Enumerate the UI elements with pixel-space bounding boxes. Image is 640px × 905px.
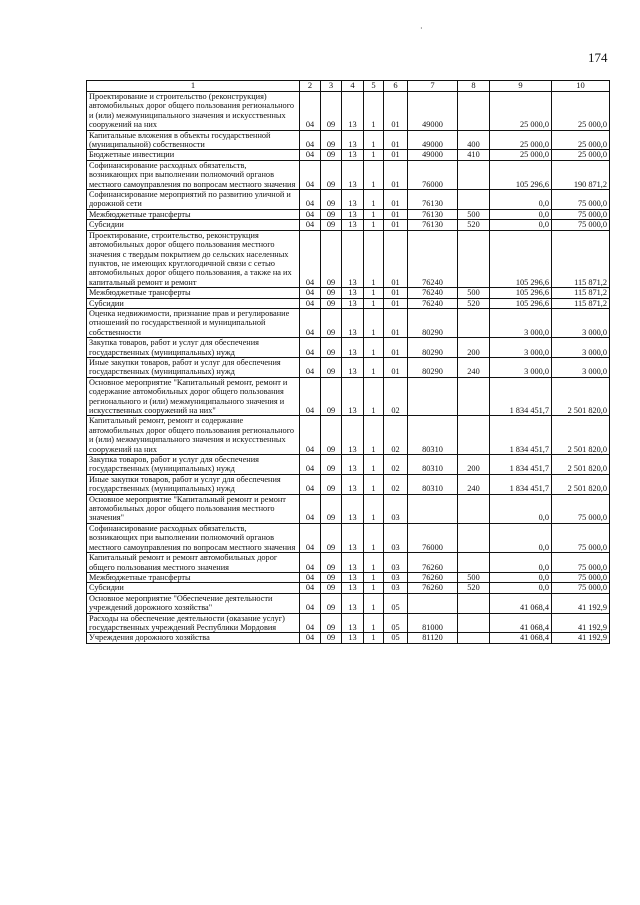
expense-type-cell [458, 613, 490, 633]
section-code-cell: 04 [300, 474, 321, 494]
expense-type-cell: 410 [458, 150, 490, 160]
amount-year1-cell: 105 296,6 [490, 230, 552, 287]
row-name-cell: Субсидии [87, 298, 300, 308]
amount-year2-cell: 2 501 820,0 [552, 474, 610, 494]
section-code-cell: 04 [300, 92, 321, 131]
subprogram-code-cell: 1 [364, 474, 384, 494]
subprogram-code-cell: 1 [364, 583, 384, 593]
amount-year1-cell: 0,0 [490, 553, 552, 573]
section-code-cell: 04 [300, 416, 321, 455]
expense-type-cell [458, 92, 490, 131]
amount-year1-cell: 0,0 [490, 494, 552, 523]
event-code-cell: 02 [384, 474, 408, 494]
amount-year2-cell: 75 000,0 [552, 553, 610, 573]
subsection-code-cell: 09 [321, 593, 342, 613]
table-row [87, 416, 610, 455]
amount-year1-cell: 0,0 [490, 523, 552, 552]
program-code-cell: 13 [342, 230, 364, 287]
event-code-cell: 03 [384, 494, 408, 523]
header-cell: 5 [364, 81, 384, 92]
amount-year2-cell: 41 192,9 [552, 613, 610, 633]
header-cell: 10 [552, 81, 610, 92]
table-row [87, 494, 610, 523]
amount-year1-cell: 1 834 451,7 [490, 455, 552, 475]
table-row [87, 593, 610, 613]
subprogram-code-cell: 1 [364, 160, 384, 189]
expense-type-cell [458, 523, 490, 552]
program-code-cell: 13 [342, 130, 364, 150]
direction-code-cell: 76000 [408, 523, 458, 552]
expense-type-cell: 500 [458, 288, 490, 298]
table-row [87, 357, 610, 377]
amount-year1-cell: 25 000,0 [490, 150, 552, 160]
program-code-cell: 13 [342, 150, 364, 160]
amount-year2-cell: 41 192,9 [552, 593, 610, 613]
direction-code-cell: 49000 [408, 130, 458, 150]
subprogram-code-cell: 1 [364, 230, 384, 287]
table-row [87, 308, 610, 337]
section-code-cell: 04 [300, 593, 321, 613]
row-name-cell: Иные закупки товаров, работ и услуг для обеспечения государственных (муниципальных) нужд [87, 357, 300, 377]
amount-year2-cell: 75 000,0 [552, 190, 610, 210]
direction-code-cell: 76130 [408, 209, 458, 219]
amount-year2-cell: 25 000,0 [552, 92, 610, 131]
expense-type-cell [458, 308, 490, 337]
section-code-cell: 04 [300, 338, 321, 358]
amount-year1-cell: 3 000,0 [490, 308, 552, 337]
direction-code-cell: 76240 [408, 298, 458, 308]
row-name-cell: Закупка товаров, работ и услуг для обеспечения государственных (муниципальных) нужд [87, 455, 300, 475]
table-body [87, 92, 610, 644]
table-row [87, 209, 610, 219]
expense-type-cell: 500 [458, 572, 490, 582]
table-row [87, 572, 610, 582]
section-code-cell: 04 [300, 494, 321, 523]
subsection-code-cell: 09 [321, 150, 342, 160]
amount-year1-cell: 25 000,0 [490, 92, 552, 131]
row-name-cell: Капитальный ремонт, ремонт и содержание автомобильных дорог общего пользования регионального и (или) межмуниципального значения и искусственных сооружений на них [87, 416, 300, 455]
amount-year2-cell: 115 871,2 [552, 288, 610, 298]
direction-code-cell: 76130 [408, 190, 458, 210]
subsection-code-cell: 09 [321, 377, 342, 416]
amount-year2-cell: 75 000,0 [552, 220, 610, 230]
subsection-code-cell: 09 [321, 190, 342, 210]
expense-type-cell [458, 593, 490, 613]
event-code-cell: 03 [384, 523, 408, 552]
amount-year1-cell: 105 296,6 [490, 288, 552, 298]
subprogram-code-cell: 1 [364, 209, 384, 219]
subsection-code-cell: 09 [321, 416, 342, 455]
section-code-cell: 04 [300, 150, 321, 160]
subprogram-code-cell: 1 [364, 92, 384, 131]
subsection-code-cell: 09 [321, 209, 342, 219]
table-header-row [87, 81, 610, 92]
row-name-cell: Расходы на обеспечение деятельности (оказание услуг) государственных учреждений Республики Мордовия [87, 613, 300, 633]
subprogram-code-cell: 1 [364, 523, 384, 552]
expense-type-cell: 400 [458, 130, 490, 150]
amount-year1-cell: 0,0 [490, 572, 552, 582]
table-row [87, 92, 610, 131]
section-code-cell: 04 [300, 230, 321, 287]
subsection-code-cell: 09 [321, 220, 342, 230]
expense-type-cell: 520 [458, 583, 490, 593]
amount-year2-cell: 2 501 820,0 [552, 416, 610, 455]
amount-year1-cell: 41 068,4 [490, 613, 552, 633]
table-row [87, 338, 610, 358]
event-code-cell: 01 [384, 190, 408, 210]
section-code-cell: 04 [300, 190, 321, 210]
section-code-cell: 04 [300, 160, 321, 189]
section-code-cell: 04 [300, 220, 321, 230]
header-cell: 4 [342, 81, 364, 92]
section-code-cell: 04 [300, 377, 321, 416]
section-code-cell: 04 [300, 209, 321, 219]
table-row [87, 553, 610, 573]
program-code-cell: 13 [342, 220, 364, 230]
direction-code-cell: 80310 [408, 416, 458, 455]
table-row [87, 220, 610, 230]
program-code-cell: 13 [342, 572, 364, 582]
amount-year2-cell: 190 871,2 [552, 160, 610, 189]
expense-type-cell [458, 190, 490, 210]
subsection-code-cell: 09 [321, 160, 342, 189]
amount-year1-cell: 3 000,0 [490, 338, 552, 358]
program-code-cell: 13 [342, 583, 364, 593]
direction-code-cell: 76260 [408, 572, 458, 582]
program-code-cell: 13 [342, 523, 364, 552]
row-name-cell: Субсидии [87, 220, 300, 230]
event-code-cell: 05 [384, 633, 408, 643]
section-code-cell: 04 [300, 357, 321, 377]
section-code-cell: 04 [300, 308, 321, 337]
amount-year2-cell: 3 000,0 [552, 308, 610, 337]
event-code-cell: 01 [384, 298, 408, 308]
event-code-cell: 01 [384, 92, 408, 131]
direction-code-cell: 81120 [408, 633, 458, 643]
amount-year1-cell: 25 000,0 [490, 130, 552, 150]
direction-code-cell: 76130 [408, 220, 458, 230]
subprogram-code-cell: 1 [364, 572, 384, 582]
row-name-cell: Оценка недвижимости, признание прав и регулирование отношений по государственной и муниципальной собственности [87, 308, 300, 337]
subprogram-code-cell: 1 [364, 377, 384, 416]
table-row [87, 230, 610, 287]
direction-code-cell: 80310 [408, 455, 458, 475]
amount-year1-cell: 41 068,4 [490, 593, 552, 613]
program-code-cell: 13 [342, 288, 364, 298]
amount-year1-cell: 1 834 451,7 [490, 474, 552, 494]
amount-year1-cell: 0,0 [490, 583, 552, 593]
event-code-cell: 01 [384, 130, 408, 150]
expense-type-cell: 520 [458, 220, 490, 230]
subprogram-code-cell: 1 [364, 357, 384, 377]
table-row [87, 150, 610, 160]
subprogram-code-cell: 1 [364, 338, 384, 358]
table-row [87, 190, 610, 210]
subsection-code-cell: 09 [321, 92, 342, 131]
row-name-cell: Иные закупки товаров, работ и услуг для обеспечения государственных (муниципальных) нужд [87, 474, 300, 494]
subprogram-code-cell: 1 [364, 416, 384, 455]
amount-year1-cell: 3 000,0 [490, 357, 552, 377]
table-row [87, 455, 610, 475]
subsection-code-cell: 09 [321, 583, 342, 593]
program-code-cell: 13 [342, 633, 364, 643]
program-code-cell: 13 [342, 92, 364, 131]
event-code-cell: 01 [384, 220, 408, 230]
subprogram-code-cell: 1 [364, 298, 384, 308]
amount-year2-cell: 75 000,0 [552, 209, 610, 219]
section-code-cell: 04 [300, 288, 321, 298]
amount-year1-cell: 1 834 451,7 [490, 416, 552, 455]
event-code-cell: 01 [384, 230, 408, 287]
expense-type-cell: 200 [458, 338, 490, 358]
amount-year2-cell: 75 000,0 [552, 523, 610, 552]
expense-type-cell [458, 494, 490, 523]
subprogram-code-cell: 1 [364, 150, 384, 160]
amount-year2-cell: 2 501 820,0 [552, 455, 610, 475]
row-name-cell: Софинансирование расходных обязательств, возникающих при выполнении полномочий органов местного самоуправления по вопросам местного значения [87, 160, 300, 189]
direction-code-cell: 80290 [408, 357, 458, 377]
table-row [87, 288, 610, 298]
header-cell: 1 [87, 81, 300, 92]
program-code-cell: 13 [342, 553, 364, 573]
subprogram-code-cell: 1 [364, 190, 384, 210]
row-name-cell: Софинансирование расходных обязательств, возникающих при выполнении полномочий органов местного самоуправления по вопросам местного значения [87, 523, 300, 552]
expense-type-cell [458, 377, 490, 416]
direction-code-cell: 80290 [408, 308, 458, 337]
section-code-cell: 04 [300, 572, 321, 582]
direction-code-cell: 80290 [408, 338, 458, 358]
program-code-cell: 13 [342, 338, 364, 358]
header-cell: 6 [384, 81, 408, 92]
direction-code-cell: 49000 [408, 150, 458, 160]
event-code-cell: 01 [384, 160, 408, 189]
header-cell: 9 [490, 81, 552, 92]
event-code-cell: 03 [384, 583, 408, 593]
header-cell: 7 [408, 81, 458, 92]
section-code-cell: 04 [300, 455, 321, 475]
table-row [87, 130, 610, 150]
section-code-cell: 04 [300, 633, 321, 643]
program-code-cell: 13 [342, 298, 364, 308]
scan-mark: · [420, 24, 423, 33]
section-code-cell: 04 [300, 613, 321, 633]
subsection-code-cell: 09 [321, 338, 342, 358]
amount-year2-cell: 115 871,2 [552, 230, 610, 287]
header-cell: 8 [458, 81, 490, 92]
subsection-code-cell: 09 [321, 523, 342, 552]
expense-type-cell [458, 160, 490, 189]
subsection-code-cell: 09 [321, 308, 342, 337]
direction-code-cell: 76260 [408, 583, 458, 593]
direction-code-cell: 76240 [408, 230, 458, 287]
program-code-cell: 13 [342, 455, 364, 475]
event-code-cell: 03 [384, 572, 408, 582]
event-code-cell: 01 [384, 357, 408, 377]
direction-code-cell: 80310 [408, 474, 458, 494]
section-code-cell: 04 [300, 130, 321, 150]
row-name-cell: Бюджетные инвестиции [87, 150, 300, 160]
subprogram-code-cell: 1 [364, 553, 384, 573]
subprogram-code-cell: 1 [364, 455, 384, 475]
event-code-cell: 01 [384, 338, 408, 358]
amount-year1-cell: 41 068,4 [490, 633, 552, 643]
amount-year1-cell: 0,0 [490, 209, 552, 219]
subprogram-code-cell: 1 [364, 633, 384, 643]
row-name-cell: Учреждения дорожного хозяйства [87, 633, 300, 643]
program-code-cell: 13 [342, 593, 364, 613]
header-cell: 2 [300, 81, 321, 92]
program-code-cell: 13 [342, 357, 364, 377]
subsection-code-cell: 09 [321, 474, 342, 494]
direction-code-cell: 76000 [408, 160, 458, 189]
table-row [87, 377, 610, 416]
direction-code-cell [408, 377, 458, 416]
amount-year2-cell: 115 871,2 [552, 298, 610, 308]
expense-type-cell [458, 553, 490, 573]
event-code-cell: 01 [384, 209, 408, 219]
subprogram-code-cell: 1 [364, 308, 384, 337]
amount-year2-cell: 41 192,9 [552, 633, 610, 643]
amount-year1-cell: 105 296,6 [490, 298, 552, 308]
subprogram-code-cell: 1 [364, 613, 384, 633]
subsection-code-cell: 09 [321, 230, 342, 287]
row-name-cell: Межбюджетные трансферты [87, 209, 300, 219]
subprogram-code-cell: 1 [364, 494, 384, 523]
table-row [87, 583, 610, 593]
subsection-code-cell: 09 [321, 288, 342, 298]
row-name-cell: Капитальные вложения в объекты государственной (муниципальной) собственности [87, 130, 300, 150]
direction-code-cell [408, 494, 458, 523]
amount-year2-cell: 75 000,0 [552, 572, 610, 582]
program-code-cell: 13 [342, 416, 364, 455]
event-code-cell: 05 [384, 613, 408, 633]
row-name-cell: Субсидии [87, 583, 300, 593]
amount-year2-cell: 2 501 820,0 [552, 377, 610, 416]
row-name-cell: Основное мероприятие "Обеспечение деятельности учреждений дорожного хозяйства" [87, 593, 300, 613]
amount-year1-cell: 0,0 [490, 220, 552, 230]
expense-type-cell [458, 416, 490, 455]
amount-year2-cell: 75 000,0 [552, 583, 610, 593]
subsection-code-cell: 09 [321, 633, 342, 643]
event-code-cell: 01 [384, 288, 408, 298]
expense-type-cell: 500 [458, 209, 490, 219]
section-code-cell: 04 [300, 553, 321, 573]
table-row [87, 298, 610, 308]
expense-type-cell: 200 [458, 455, 490, 475]
subsection-code-cell: 09 [321, 130, 342, 150]
table-row [87, 474, 610, 494]
program-code-cell: 13 [342, 190, 364, 210]
row-name-cell: Межбюджетные трансферты [87, 288, 300, 298]
subprogram-code-cell: 1 [364, 288, 384, 298]
amount-year1-cell: 105 296,6 [490, 160, 552, 189]
program-code-cell: 13 [342, 209, 364, 219]
expense-type-cell: 520 [458, 298, 490, 308]
subprogram-code-cell: 1 [364, 220, 384, 230]
table-row [87, 160, 610, 189]
amount-year2-cell: 3 000,0 [552, 338, 610, 358]
header-cell: 3 [321, 81, 342, 92]
program-code-cell: 13 [342, 160, 364, 189]
section-code-cell: 04 [300, 298, 321, 308]
event-code-cell: 02 [384, 377, 408, 416]
row-name-cell: Проектирование, строительство, реконструкция автомобильных дорог общего пользования местного значения с твердым покрытием до сельских населенных пунктов, не имеющих круглогодичной связи с сетью автомобильных дорог общего пользования, а также на их капитальный ремонт и ремонт [87, 230, 300, 287]
row-name-cell: Капитальный ремонт и ремонт автомобильных дорог общего пользования местного значения [87, 553, 300, 573]
amount-year2-cell: 25 000,0 [552, 150, 610, 160]
amount-year2-cell: 25 000,0 [552, 130, 610, 150]
event-code-cell: 01 [384, 308, 408, 337]
row-name-cell: Основное мероприятие "Капитальный ремонт, ремонт и содержание автомобильных дорог общего пользования регионального и (или) межмуниципального значения и искусственных сооружений на них" [87, 377, 300, 416]
expense-type-cell [458, 230, 490, 287]
table-row [87, 633, 610, 643]
direction-code-cell: 49000 [408, 92, 458, 131]
expense-type-cell [458, 633, 490, 643]
program-code-cell: 13 [342, 377, 364, 416]
amount-year1-cell: 1 834 451,7 [490, 377, 552, 416]
event-code-cell: 01 [384, 150, 408, 160]
subsection-code-cell: 09 [321, 572, 342, 582]
direction-code-cell: 76240 [408, 288, 458, 298]
table-row [87, 613, 610, 633]
budget-table [86, 80, 610, 644]
amount-year2-cell: 75 000,0 [552, 494, 610, 523]
program-code-cell: 13 [342, 474, 364, 494]
subsection-code-cell: 09 [321, 613, 342, 633]
subsection-code-cell: 09 [321, 455, 342, 475]
subsection-code-cell: 09 [321, 357, 342, 377]
subsection-code-cell: 09 [321, 494, 342, 523]
amount-year2-cell: 3 000,0 [552, 357, 610, 377]
subprogram-code-cell: 1 [364, 130, 384, 150]
row-name-cell: Межбюджетные трансферты [87, 572, 300, 582]
section-code-cell: 04 [300, 583, 321, 593]
expense-type-cell: 240 [458, 357, 490, 377]
event-code-cell: 02 [384, 416, 408, 455]
row-name-cell: Софинансирование мероприятий по развитию уличной и дорожной сети [87, 190, 300, 210]
expense-type-cell: 240 [458, 474, 490, 494]
direction-code-cell: 76260 [408, 553, 458, 573]
subsection-code-cell: 09 [321, 553, 342, 573]
page-number: 174 [588, 50, 608, 65]
table-row [87, 523, 610, 552]
row-name-cell: Закупка товаров, работ и услуг для обеспечения государственных (муниципальных) нужд [87, 338, 300, 358]
amount-year1-cell: 0,0 [490, 190, 552, 210]
section-code-cell: 04 [300, 523, 321, 552]
direction-code-cell: 81000 [408, 613, 458, 633]
row-name-cell: Проектирование и строительство (реконструкция) автомобильных дорог общего пользования регионального и (или) межмуниципального значения и искусственных сооружений на них [87, 92, 300, 131]
subsection-code-cell: 09 [321, 298, 342, 308]
event-code-cell: 02 [384, 455, 408, 475]
row-name-cell: Основное мероприятие "Капитальный ремонт и ремонт автомобильных дорог общего пользования местного значения" [87, 494, 300, 523]
direction-code-cell [408, 593, 458, 613]
program-code-cell: 13 [342, 308, 364, 337]
event-code-cell: 05 [384, 593, 408, 613]
subprogram-code-cell: 1 [364, 593, 384, 613]
event-code-cell: 03 [384, 553, 408, 573]
program-code-cell: 13 [342, 613, 364, 633]
program-code-cell: 13 [342, 494, 364, 523]
